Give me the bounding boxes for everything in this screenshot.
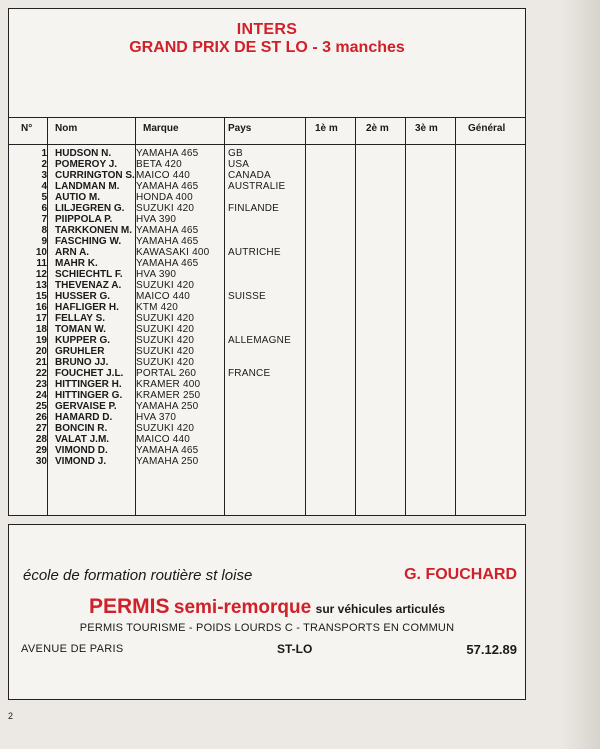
- rider-number: 20: [35, 346, 47, 357]
- rider-number: 29: [35, 445, 47, 456]
- table-row: [9, 247, 525, 258]
- header-number: N°: [21, 123, 33, 134]
- rider-name: MAHR K.: [55, 258, 98, 269]
- header-race-3: 3è m: [415, 123, 438, 134]
- rider-number: 5: [41, 192, 47, 203]
- rider-number: 3: [41, 170, 47, 181]
- rider-number: 6: [41, 203, 47, 214]
- rider-name: SCHIECHTL F.: [55, 269, 123, 280]
- rider-number: 18: [35, 324, 47, 335]
- table-row: [9, 192, 525, 203]
- table-row: [9, 159, 525, 170]
- rider-number: 1: [41, 148, 47, 159]
- table-row: [9, 236, 525, 247]
- table-row: [9, 324, 525, 335]
- rider-country: AUTRICHE: [228, 247, 281, 258]
- rider-country: SUISSE: [228, 291, 266, 302]
- rider-make: KRAMER 250: [136, 390, 201, 401]
- rider-number: 10: [35, 247, 47, 258]
- rider-number: 4: [41, 181, 47, 192]
- table-row: [9, 423, 525, 434]
- rider-name: CURRINGTON S.: [55, 170, 135, 181]
- rider-make: BETA 420: [136, 159, 182, 170]
- ad-city: ST-LO: [277, 642, 313, 656]
- rider-name: ARN A.: [55, 247, 90, 258]
- table-row: [9, 214, 525, 225]
- rider-name: GRUHLER: [55, 346, 105, 357]
- rider-country: CANADA: [228, 170, 271, 181]
- rider-number: 17: [35, 313, 47, 324]
- ad-services: PERMIS TOURISME - POIDS LOURDS C - TRANSPORTS EN COMMUN: [79, 622, 455, 634]
- rider-name: POMEROY J.: [55, 159, 118, 170]
- table-row: [9, 280, 525, 291]
- header-race-1: 1è m: [315, 123, 338, 134]
- table-row: [9, 258, 525, 269]
- table-row: [9, 148, 525, 159]
- rider-number: 7: [41, 214, 47, 225]
- rider-make: YAMAHA 250: [136, 456, 199, 467]
- rider-make: SUZUKI 420: [136, 313, 195, 324]
- header-name: Nom: [55, 123, 78, 134]
- rider-name: BONCIN R.: [55, 423, 108, 434]
- rider-make: SUZUKI 420: [136, 335, 195, 346]
- header-country: Pays: [228, 123, 252, 134]
- ad-vehicle-note: sur véhicules articulés: [315, 602, 446, 616]
- table-row: [9, 203, 525, 214]
- table-row: [9, 335, 525, 346]
- rider-make: KAWASAKI 400: [136, 247, 210, 258]
- rider-number: 21: [35, 357, 47, 368]
- rider-country: FINLANDE: [228, 203, 280, 214]
- page-edge-shadow: [560, 0, 600, 749]
- ad-owner-name: G. FOUCHARD: [404, 566, 517, 583]
- ad-school-name: école de formation routière st loise: [23, 567, 253, 584]
- rider-name: HAFLIGER H.: [55, 302, 119, 313]
- rider-number: 11: [36, 258, 47, 269]
- rider-make: HVA 390: [136, 214, 177, 225]
- rider-make: YAMAHA 465: [136, 445, 199, 456]
- rider-number: 16: [35, 302, 47, 313]
- rider-make: YAMAHA 465: [136, 225, 199, 236]
- rider-name: PIIPPOLA P.: [55, 214, 113, 225]
- rider-number: 2: [41, 159, 47, 170]
- table-row: [9, 456, 525, 467]
- table-row: [9, 291, 525, 302]
- rider-make: MAICO 440: [136, 170, 191, 181]
- rider-name: HITTINGER G.: [55, 390, 123, 401]
- rider-number: 19: [35, 335, 47, 346]
- table-row: [9, 225, 525, 236]
- header-divider: [9, 144, 525, 145]
- rider-number: 26: [35, 412, 47, 423]
- rider-name: VALAT J.M.: [55, 434, 110, 445]
- rider-make: HONDA 400: [136, 192, 193, 203]
- rider-make: HVA 390: [136, 269, 177, 280]
- rider-country: USA: [228, 159, 250, 170]
- rider-number: 9: [41, 236, 47, 247]
- rider-country: FRANCE: [228, 368, 271, 379]
- table-title-area: [9, 9, 525, 118]
- rider-number: 25: [35, 401, 47, 412]
- rider-country: AUSTRALIE: [228, 181, 286, 192]
- rider-number: 15: [35, 291, 47, 302]
- table-row: [9, 379, 525, 390]
- rider-make: SUZUKI 420: [136, 346, 195, 357]
- table-row: [9, 434, 525, 445]
- rider-name: LANDMAN M.: [55, 181, 120, 192]
- rider-name: KUPPER G.: [55, 335, 111, 346]
- rider-country: ALLEMAGNE: [228, 335, 291, 346]
- rider-name: LILJEGREN G.: [55, 203, 125, 214]
- rider-name: THEVENAZ A.: [55, 280, 122, 291]
- title-category: INTERS: [236, 21, 298, 38]
- advertisement: [8, 524, 526, 700]
- rider-make: YAMAHA 465: [136, 181, 199, 192]
- page-number: 2: [8, 711, 14, 721]
- table-row: [9, 401, 525, 412]
- rider-name: TARKKONEN M.: [55, 225, 133, 236]
- ad-semi-remorque: semi-remorque: [173, 597, 312, 618]
- table-row: [9, 412, 525, 423]
- header-race-2: 2è m: [366, 123, 389, 134]
- rider-name: VIMOND J.: [55, 456, 107, 467]
- ad-address: AVENUE DE PARIS: [21, 643, 124, 655]
- rider-name: HUDSON N.: [55, 148, 112, 159]
- rider-number: 12: [35, 269, 47, 280]
- results-table: [8, 8, 526, 516]
- rider-make: KRAMER 400: [136, 379, 201, 390]
- rider-make: YAMAHA 250: [136, 401, 199, 412]
- rider-number: 28: [35, 434, 47, 445]
- rider-number: 8: [41, 225, 47, 236]
- rider-number: 13: [35, 280, 47, 291]
- rider-make: HVA 370: [136, 412, 177, 423]
- rider-make: SUZUKI 420: [136, 280, 195, 291]
- rider-number: 22: [35, 368, 47, 379]
- rider-name: FASCHING W.: [55, 236, 122, 247]
- rider-make: KTM 420: [136, 302, 178, 313]
- rider-make: YAMAHA 465: [136, 258, 199, 269]
- ad-headline: [9, 595, 525, 619]
- rider-make: PORTAL 260: [136, 368, 197, 379]
- table-row: [9, 313, 525, 324]
- rider-number: 27: [35, 423, 47, 434]
- table-row: [9, 368, 525, 379]
- rider-make: MAICO 440: [136, 291, 191, 302]
- rider-number: 30: [35, 456, 47, 467]
- table-row: [9, 346, 525, 357]
- rider-name: GERVAISE P.: [55, 401, 117, 412]
- rider-number: 23: [35, 379, 47, 390]
- rider-name: HAMARD D.: [55, 412, 113, 423]
- rider-name: BRUNO JJ.: [55, 357, 109, 368]
- table-row: [9, 357, 525, 368]
- rider-name: TOMAN W.: [55, 324, 106, 335]
- rider-country: GB: [228, 148, 243, 159]
- table-row: [9, 181, 525, 192]
- rider-make: SUZUKI 420: [136, 203, 195, 214]
- table-row: [9, 170, 525, 181]
- table-row: [9, 445, 525, 456]
- rider-make: YAMAHA 465: [136, 148, 199, 159]
- rider-make: YAMAHA 465: [136, 236, 199, 247]
- rider-name: HITTINGER H.: [55, 379, 122, 390]
- rider-name: HUSSER G.: [55, 291, 111, 302]
- rider-make: SUZUKI 420: [136, 423, 195, 434]
- header-overall: Général: [468, 123, 506, 134]
- table-row: [9, 302, 525, 313]
- rider-name: AUTIO M.: [55, 192, 100, 203]
- rider-make: MAICO 440: [136, 434, 191, 445]
- ad-permis: PERMIS: [88, 595, 170, 618]
- title-event: GRAND PRIX DE ST LO - 3 manches: [129, 39, 405, 56]
- rider-make: SUZUKI 420: [136, 324, 195, 335]
- ad-phone: 57.12.89: [466, 642, 517, 657]
- rider-name: FELLAY S.: [55, 313, 106, 324]
- rider-name: VIMOND D.: [55, 445, 108, 456]
- table-row: [9, 390, 525, 401]
- rider-number: 24: [35, 390, 47, 401]
- rider-name: FOUCHET J.L.: [55, 368, 124, 379]
- table-row: [9, 269, 525, 280]
- header-make: Marque: [143, 123, 179, 134]
- rider-make: SUZUKI 420: [136, 357, 195, 368]
